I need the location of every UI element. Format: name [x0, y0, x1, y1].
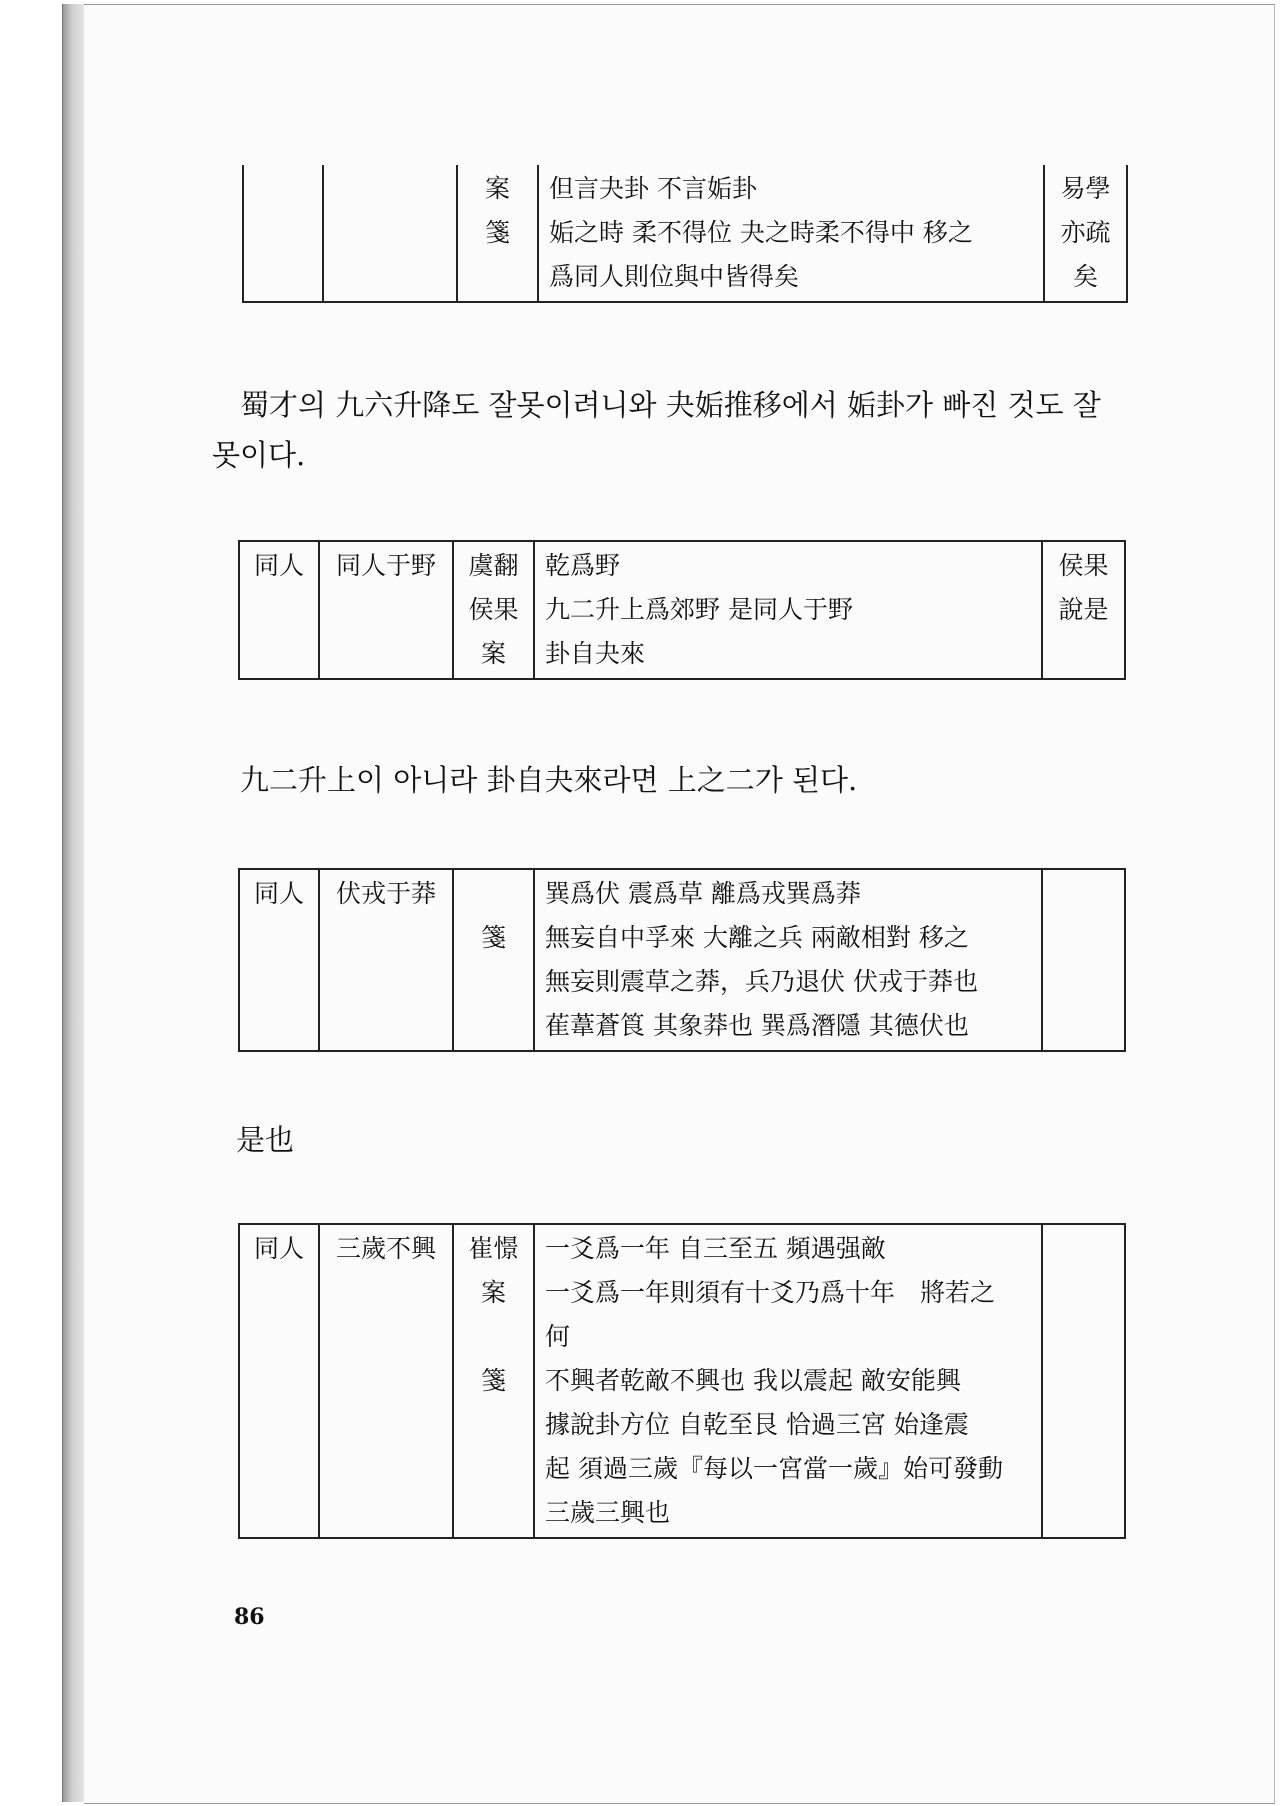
cell-line: 爲同人則位與中皆得矣 — [549, 262, 800, 291]
cell-line: 易學 — [1060, 174, 1111, 203]
cell-line: 巽爲伏 震爲草 離爲戎巽爲莽 — [545, 879, 861, 908]
paragraph-1-line-2: 못이다. — [212, 438, 306, 472]
paragraph-1 — [240, 380, 1101, 430]
commentary-table-3 — [238, 868, 1126, 1052]
cell-line: 案 — [480, 639, 506, 668]
remark-cell — [1042, 869, 1125, 1051]
cell-line: 崔憬 — [468, 1234, 519, 1263]
cell-line: 侯果 — [1058, 551, 1109, 580]
commentary-cell — [534, 869, 1042, 1051]
paragraph-3 — [236, 1115, 294, 1165]
phrase-cell — [323, 165, 457, 302]
cell-line: 一爻爲一年 自三至五 頻遇强敵 — [545, 1234, 886, 1263]
cell-line — [458, 1315, 529, 1359]
table-row — [243, 165, 1127, 302]
empty-line — [254, 167, 314, 211]
source-cell — [457, 165, 538, 302]
remark-cell — [1044, 165, 1127, 302]
table-row — [239, 1224, 1125, 1538]
cell-line: 姤之時 柔不得位 夬之時柔不得中 移之 — [549, 218, 973, 247]
page-number: 86 — [234, 1604, 265, 1630]
empty-line — [334, 167, 448, 211]
phrase-cell — [319, 1224, 453, 1538]
table-row — [239, 869, 1125, 1051]
paragraph-3-text: 是也 — [236, 1123, 295, 1157]
cell-line: 無妄自中孚來 大離之兵 兩敵相對 移之 — [545, 923, 969, 952]
source-cell — [453, 1224, 534, 1538]
hexagram-cell — [239, 869, 319, 1051]
cell-line: 但言夬卦 不言姤卦 — [549, 174, 757, 203]
hexagram-cell — [239, 1224, 319, 1538]
paragraph-2 — [240, 755, 857, 805]
cell-line: 同人 — [253, 879, 304, 908]
commentary-table-2 — [238, 540, 1126, 680]
cell-line: 何 — [545, 1322, 571, 1351]
empty-line — [1047, 872, 1120, 916]
commentary-cell — [534, 541, 1042, 679]
cell-line: 說是 — [1058, 595, 1109, 624]
paragraph-1-line-1: 蜀才의 九六升降도 잘못이려니와 夬姤推移에서 姤卦가 빠진 것도 잘 — [240, 388, 1101, 422]
cell-line: 同人于野 — [335, 551, 436, 580]
phrase-cell — [319, 541, 453, 679]
cell-line: 萑葦蒼筤 其象莽也 巽爲潛隱 其德伏也 — [545, 1011, 969, 1040]
cell-line: 虞翻 — [468, 551, 519, 580]
cell-line: 九二升上爲郊野 是同人于野 — [545, 595, 853, 624]
cell-line: 侯果 — [468, 595, 519, 624]
paragraph-2-text: 九二升上이 아니라 卦自夬來라면 上之二가 된다. — [240, 763, 858, 797]
table-row — [239, 541, 1125, 679]
cell-line — [458, 872, 529, 916]
cell-line: 案 — [484, 174, 510, 203]
empty-line — [1047, 1227, 1120, 1271]
cell-line: 矣 — [1072, 262, 1098, 291]
paragraph-1-continued — [212, 430, 305, 480]
commentary-table-1 — [242, 165, 1128, 303]
cell-line: 乾爲野 — [545, 551, 621, 580]
cell-line: 不興者乾敵不興也 我以震起 敵安能興 — [545, 1366, 961, 1395]
cell-line: 亦疏 — [1060, 218, 1111, 247]
cell-line: 箋 — [480, 923, 506, 952]
cell-line: 三歲不興 — [335, 1234, 436, 1263]
source-cell — [453, 869, 534, 1051]
cell-line: 案 — [480, 1278, 506, 1307]
commentary-table-4 — [238, 1223, 1126, 1539]
commentary-cell — [534, 1224, 1042, 1538]
cell-line: 同人 — [253, 551, 304, 580]
cell-line: 伏戎于莽 — [335, 879, 436, 908]
cell-line: 卦自夬來 — [545, 639, 646, 668]
remark-cell — [1042, 1224, 1125, 1538]
source-cell — [453, 541, 534, 679]
cell-line: 一爻爲一年則須有十爻乃爲十年 將若之 — [545, 1278, 996, 1307]
commentary-cell — [538, 165, 1044, 302]
cell-line: 箋 — [480, 1366, 506, 1395]
remark-cell — [1042, 541, 1125, 679]
phrase-cell — [319, 869, 453, 1051]
book-spine-edge — [62, 4, 85, 1802]
cell-line: 三歲三興也 — [545, 1498, 671, 1527]
cell-line: 據說卦方位 自乾至艮 恰過三宮 始逢震 — [545, 1410, 969, 1439]
hexagram-cell — [239, 541, 319, 679]
cell-line: 無妄則震草之莽，兵乃退伏 伏戎于莽也 — [545, 967, 978, 996]
cell-line: 同人 — [253, 1234, 304, 1263]
cell-line: 箋 — [484, 218, 510, 247]
hexagram-cell — [243, 165, 323, 302]
cell-line: 起 須過三歲『每以一宮當一歲』始可發動 — [545, 1454, 1003, 1483]
